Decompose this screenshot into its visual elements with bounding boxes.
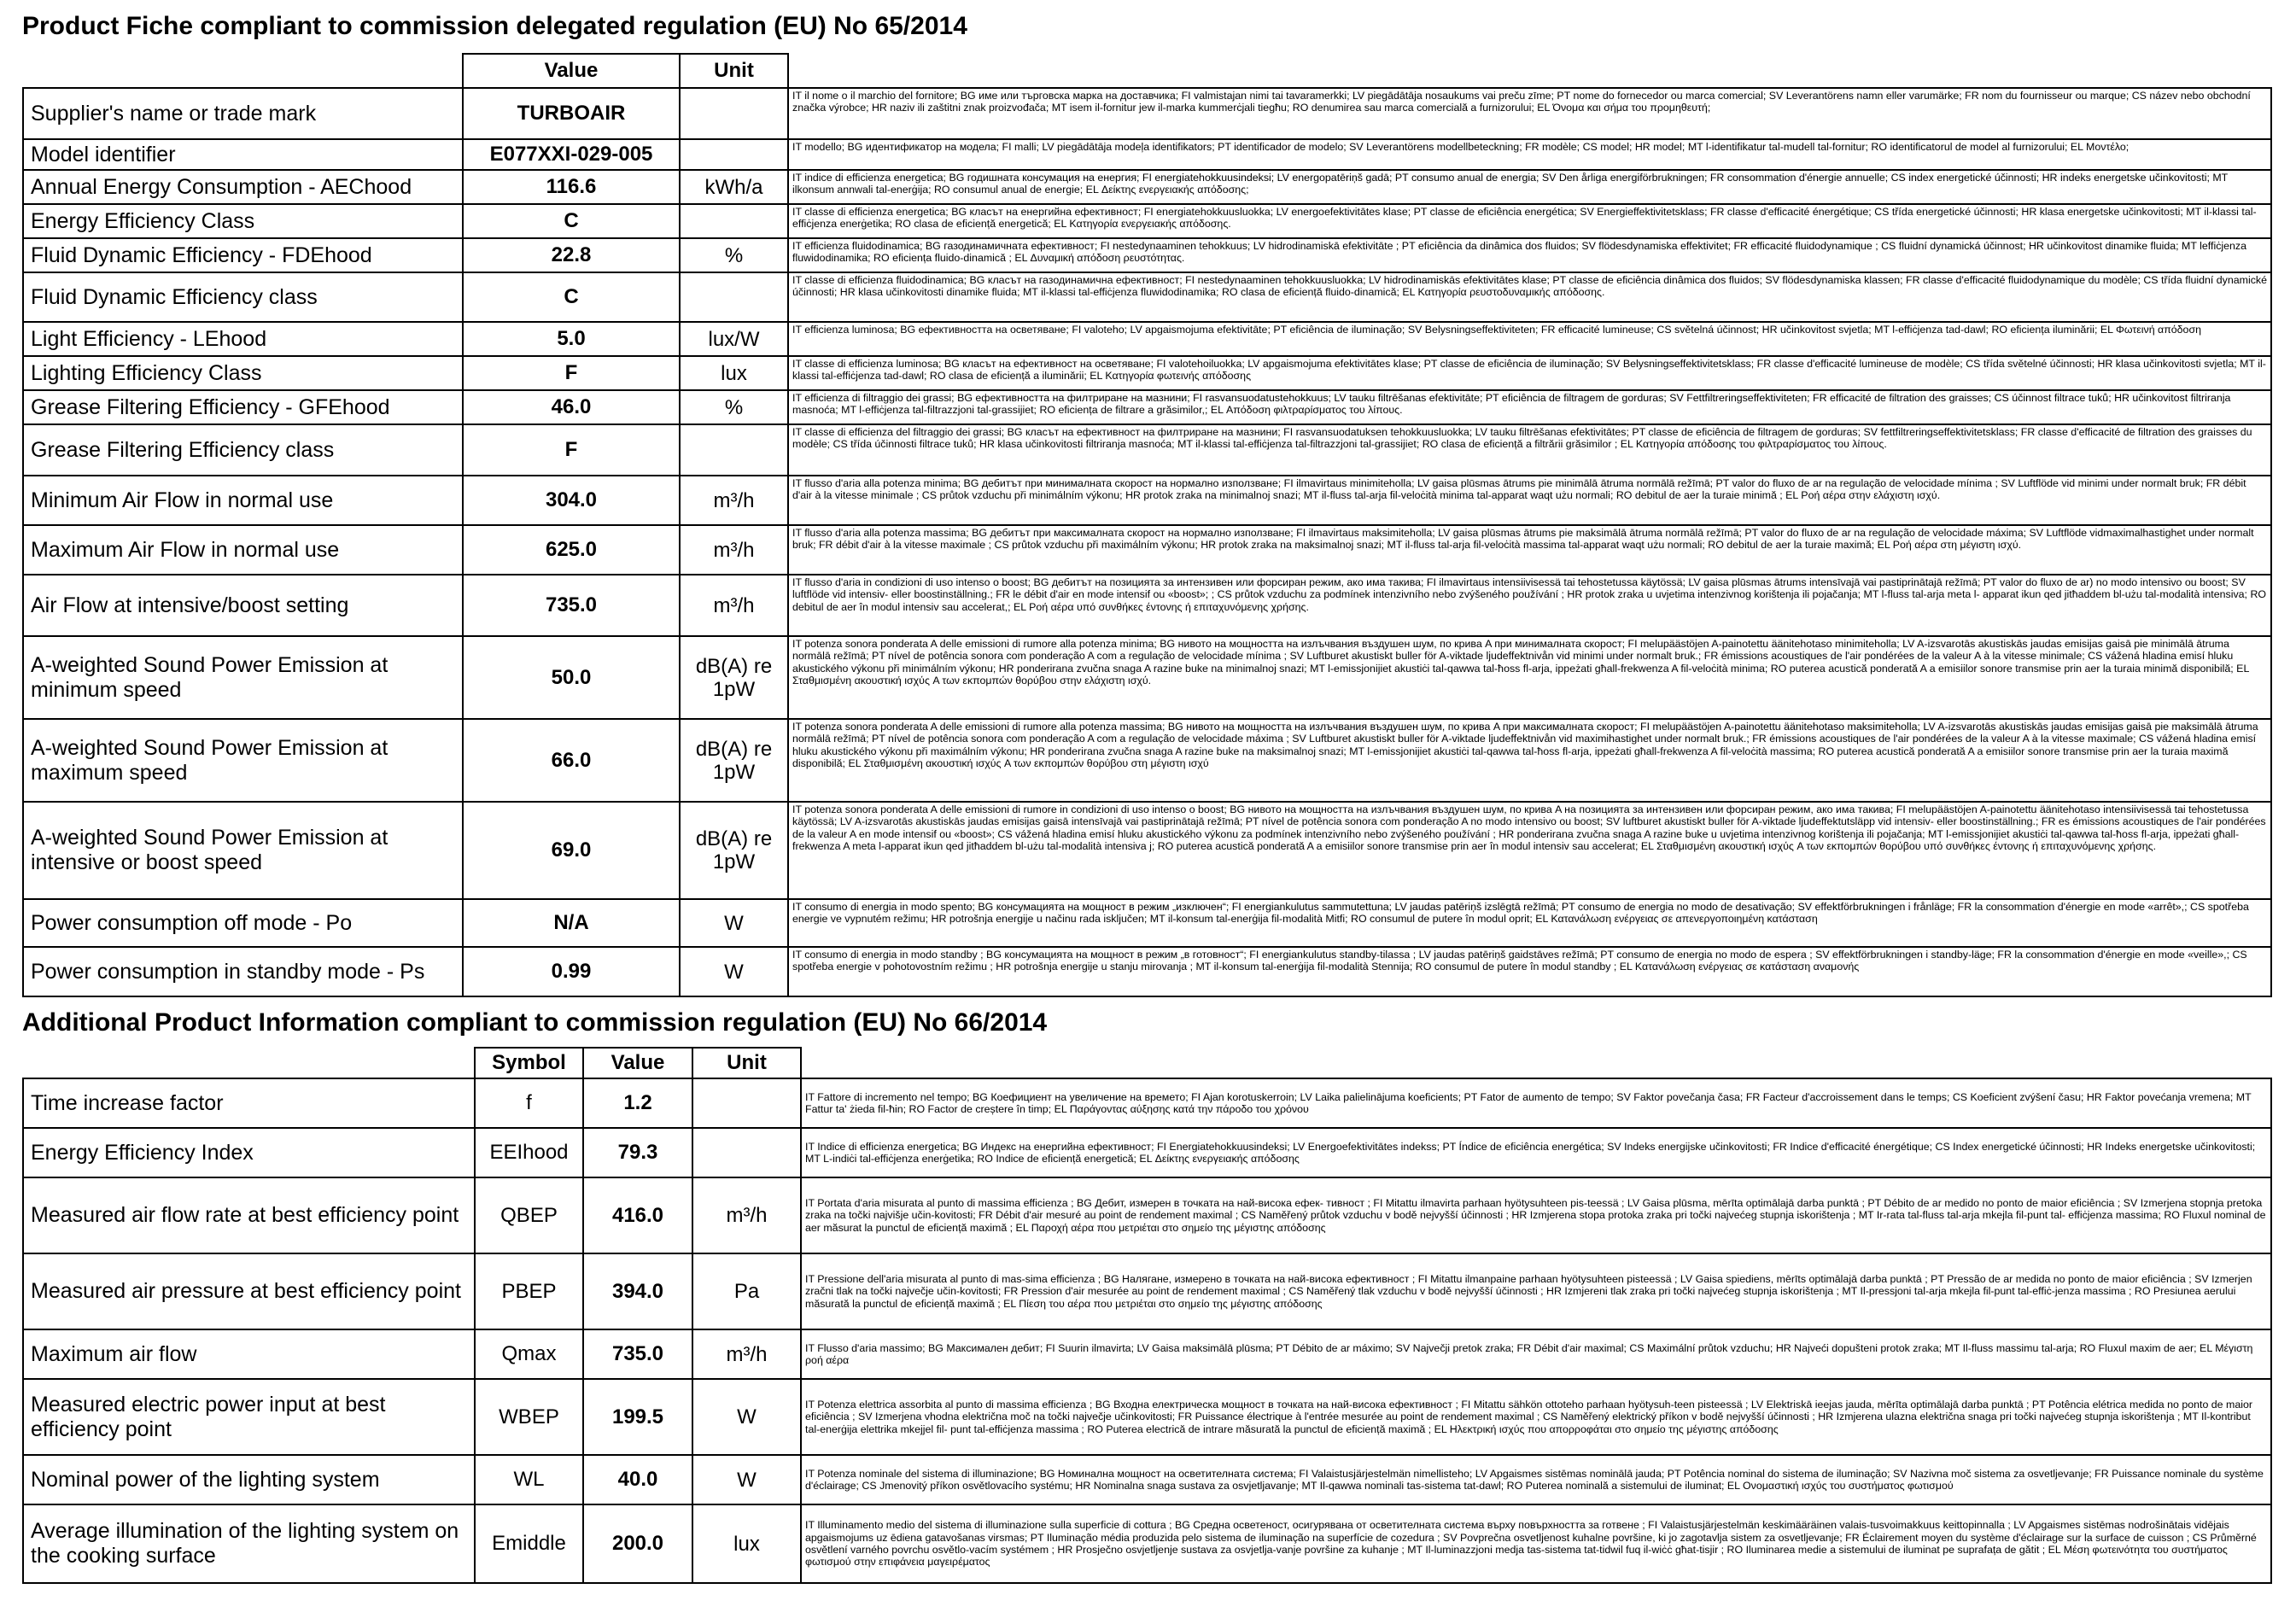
parameter-unit: m³/h [680,476,788,525]
parameter-value: N/A [463,899,680,947]
parameter-value: 735.0 [463,575,680,636]
parameter-unit [680,139,788,170]
parameter-unit [692,1128,801,1177]
parameter-symbol: WBEP [475,1379,583,1455]
parameter-unit [680,424,788,476]
parameter-name: Measured air flow rate at best efficiency point [23,1177,475,1253]
parameter-value: 69.0 [463,802,680,899]
fiche-row [23,802,2271,899]
fiche-row [23,139,2271,170]
parameter-name: Grease Filtering Efficiency class [23,424,463,476]
parameter-name: Nominal power of the lighting system [23,1455,475,1504]
parameter-unit: dB(A) re 1pW [680,636,788,719]
parameter-name: Annual Energy Consumption - AEChood [23,170,463,204]
parameter-value: 40.0 [583,1455,692,1504]
parameter-name: Fluid Dynamic Efficiency class [23,272,463,322]
parameter-name: Energy Efficiency Class [23,204,463,238]
parameter-value: 416.0 [583,1177,692,1253]
parameter-value: 22.8 [463,238,680,272]
parameter-unit: W [680,947,788,996]
parameter-name: Measured electric power input at best efficiency point [23,1379,475,1455]
symbol-column-header: Symbol [475,1048,583,1078]
translations-text: IT il nome o il marchio del fornitore; BG име или търговска марка на доставчика; FI valmistajan nimi tai tavaramerkki; LV piegādātāja nosaukums vai preču zīme; PT nome do fornecedor ou marca comercial; SV Leverantörens namn eller varumärke; FR nom du fournisseur ou marque; CS název nebo obchodní značka výrobce; HR naziv ili zaštitni znak proizvođača; MT isem il-fornitur jew il-marka kummerċjali tiegħu; RO denumirea sau marca comercială a furnizorului; EL Όνομα και σήμα του προμηθευτή; [788,88,2271,139]
parameter-name: Lighting Efficiency Class [23,356,463,390]
fiche-row [23,947,2271,996]
additional-row [23,1455,2271,1504]
parameter-unit: m³/h [680,525,788,575]
parameter-symbol: Emiddle [475,1504,583,1583]
parameter-unit: lux/W [680,322,788,356]
parameter-unit: dB(A) re 1pW [680,802,788,899]
additional-row [23,1128,2271,1177]
parameter-value: 0.99 [463,947,680,996]
parameter-unit: W [680,899,788,947]
parameter-symbol: QBEP [475,1177,583,1253]
translations-text: IT potenza sonora ponderata A delle emissioni di rumore in condizioni di uso intenso o boost; BG нивото на мощността на излъчвания въздушен шум, по крива A на позицията за интензивен или форсиран режим, ако има такива; FI melupäästöjen A-painotettu äänitehotaso intensiivisessä tai tehostetussa käytössä; LV A-izsvarotās akustiskās jaudas emisijas gaisā intensīvajā vai pastiprinātajā režīmā; PT nível de potência sonora com ponderação A no modo intensivo ou boost; SV luftburet akustiskt buller för A-viktade ljudeffektutsläpp vid intensiv- eller boostinställning.; FR es émissions acoustiques de l'air pondérées de la valeur A en mode intensif ou «boost»; CS vážená hladina emisí hluku akustického výkonu za podmínek intenzivního nebo zvýšeného používání ; HR ponderirana zvučna snaga A razine buke u uvjetima intenzivnog korištenja ili pojačanja; MT l-emissjonijiet akustiċi tal-qawwa tal-ħoss fl-arja, ippeżati għall-frekwenza A meta l-apparat ikun qed jitħaddem bl-użu tal-modalità intensiva j; RO puterea acustică ponderată A a emisiilor sonore transmise prin aer în modul intensiv sau accelerat; EL Σταθμισμένη ακουστική ισχύς A των εκπομπών θορύβου υπό συνθήκες έντονης ή επιταχυνόμενης χρήσης. [788,802,2271,899]
parameter-name: Power consumption off mode - Po [23,899,463,947]
parameter-value: F [463,356,680,390]
parameter-name: Average illumination of the lighting system on the cooking surface [23,1504,475,1583]
parameter-name: Maximum Air Flow in normal use [23,525,463,575]
header-blank [788,54,2271,88]
parameter-name: Grease Filtering Efficiency - GFEhood [23,390,463,424]
parameter-symbol: EEIhood [475,1128,583,1177]
parameter-unit: kWh/a [680,170,788,204]
additional-info-table [22,1047,2272,1584]
translations-text: IT efficienza di filtraggio dei grassi; BG ефективността на филтриране на мазнини; FI rasvansuodatustehokkuus; LV tauku filtrēšanas efektivitāte; PT eficiência de filtragem de gorduras; SV Fettfiltreringseffektiviteten; FR efficacité de filtration des graisses; CS účinnost filtrace tuků; HR učinkovitost filtriranja masnoća; MT l-effiċjenza tal-filtrazzjoni tal-grassijiet; RO eficiența de filtrare a grăsimilor,; EL Απόδοση φιλτραρίσματος του λίπους. [788,390,2271,424]
parameter-name: Light Efficiency - LEhood [23,322,463,356]
header-blank [801,1048,2271,1078]
parameter-value: C [463,272,680,322]
product-fiche-table [22,53,2272,997]
additional-header-row [23,1048,2271,1078]
translations-text: IT potenza sonora ponderata A delle emissioni di rumore alla potenza minima; BG нивото на мощността на излъчвания въздушен шум, по крива A при минималната скорост; FI melupäästöjen A-painotettu äänitehotaso minimiteholla; LV A-izsvarotās akustiskās jaudas emisijas gaisā pie minimālā ātruma normālā režīmā; PT nível de potência sonora com ponderação A com a regulação de velocidade mínima ; SV Luftburet akustiskt buller för A-viktade ljudeffektnivån vid minimi under normalt bruk.; FR émissions acoustiques de l'air pondérées de la valeur A à la vitesse minimale; CS vážená hladina emisí hluku akustického výkonu při minimálním výkonu; HR ponderirana zvučna snaga A razine buke na minimalnoj snazi; MT l-emissjonijiet akustiċi tal-qawwa tal-ħoss fl-arja, ippeżati għall-frekwenza A fil-veloċità minima; RO puterea acustică ponderată A a emisiilor sonore transmise prin aer la turaia minimă disponibilă; EL Σταθμισμένη ακουστική ισχύς A των εκπομπών θορύβου στην ελάχιστη ισχύ. [788,636,2271,719]
additional-row [23,1177,2271,1253]
parameter-name: A-weighted Sound Power Emission at minimum speed [23,636,463,719]
parameter-unit: lux [680,356,788,390]
parameter-unit [692,1078,801,1128]
parameter-unit: Pa [692,1253,801,1329]
fiche-row [23,636,2271,719]
translations-text: IT modello; BG идентификатор на модела; FI malli; LV piegādātāja modeļa identifikators; PT identificador de modelo; SV Leverantörens modellbeteckning; FR modèle; CS model; HR model; MT l-identifikatur tal-mudell tal-fornitur; RO identificatorul de model al furnizorului; EL Μοντέλο; [788,139,2271,170]
additional-row [23,1329,2271,1379]
translations-text: IT Pressione dell'aria misurata al punto di mas-sima efficienza ; BG Налягане, измерено в точката на най-висока ефективност ; FI Mitattu ilmanpaine parhaan hyötysuhteen pisteessä ; LV Gaisa spiediens, mērīts optimālajā darba punktā ; PT Pressão de ar medida no ponto de maior eficiência ; SV Izmerjen zračni tlak na točki največje učin-kovitosti; FR Pression d'air mesurée au point de rendement maximal ; CS Naměřený tlak vzduchu v bodě nejvyšší účinnosti ; HR Izmjereni tlak zraka pri točki najvećeg stupnja iskorištenja ; MT Il-pressjoni tal-arja mkejla fil-punt tal-effiċ-jenza massima ; RO Presiunea aerului măsurată la punctul de eficiență maximă ; EL Πίεση του αέρα που μετριέται στο σημείο της μέγιστης απόδοσης [801,1253,2271,1329]
parameter-symbol: WL [475,1455,583,1504]
translations-text: IT consumo di energia in modo spento; BG консумацията на мощност в режим „изключен“; FI energiankulutus sammutettuna; LV jaudas patēriņš izslēgtā režīmā; PT consumo de energia no modo de desativação; SV effektförbrukningen i frånläge; FR la consommation d'énergie en mode «arrêt»,; CS spotřeba energie ve vypnutém režimu; HR potrošnja energije u načinu rada isključen; MT il-konsum tal-enerġija fil-modalità Mitfi; RO consumul de putere în modul oprit; EL Κατανάλωση ενέργειας σε απενεργοποιημένη κατάσταση [788,899,2271,947]
header-blank [23,54,463,88]
parameter-name: Fluid Dynamic Efficiency - FDEhood [23,238,463,272]
fiche-row [23,719,2271,802]
parameter-unit [680,88,788,139]
unit-column-header: Unit [692,1048,801,1078]
additional-row [23,1253,2271,1329]
parameter-value: 200.0 [583,1504,692,1583]
translations-text: IT Potenza elettrica assorbita al punto di massima efficienza ; BG Входна електрическа мощност в точката на най-висока ефективност ; FI Mitattu sähkön ottoteho parhaan hyötysuh-teen pisteessä ; LV Elektriskā ieejas jauda, mērīta optimālajā darba punktā ; PT Potência elétrica medida no ponto de maior eficiência ; SV Izmerjena vhodna električna moč na točki največje učinkovitosti; FR Puissance électrique à l'entrée mesurée au point de rendement maximal ; CS Naměřený elektrický příkon v bodě nejvyšší účinnosti ; HR Izmjerena ulazna električna snaga pri točki najvećeg stupnja iskorištenja ; MT Il-kontribut tal-enerġija elettrika mkejjel fil- punt tal-effiċjenza massima ; RO Puterea electrică de intrare măsurată la punctul de eficiență maximă ; EL Ηλεκτρική ισχύς που απορροφάται στο σημείο της μέγιστης απόδοσης [801,1379,2271,1455]
fiche-row [23,322,2271,356]
parameter-unit: W [692,1379,801,1455]
parameter-value: 735.0 [583,1329,692,1379]
parameter-name: Model identifier [23,139,463,170]
parameter-unit: W [692,1455,801,1504]
parameter-value: 625.0 [463,525,680,575]
fiche-row [23,272,2271,322]
additional-info-title: Additional Product Information compliant to commission regulation (EU) No 66/2014 [22,1008,1048,1037]
parameter-name: Power consumption in standby mode - Ps [23,947,463,996]
parameter-symbol: f [475,1078,583,1128]
parameter-value: 5.0 [463,322,680,356]
translations-text: IT consumo di energia in modo standby ; BG консумацията на мощност в режим „в готовност“; FI energiankulutus standby-tilassa ; LV jaudas patēriņš gaidstāves režīmā; PT consumo de energia no modo de espera ; SV effektförbrukningen i standby-läge; FR la consommation d'énergie en mode «veille»,; CS spotřeba energie v pohotovostním režimu ; HR potrošnja energije u stanju mirovanja ; MT il-konsum tal-enerġija fil-modalità Stennija; RO consumul de putere în modul standby ; EL Κατανάλωση ενέργειας σε κατάσταση αναμονής [788,947,2271,996]
translations-text: IT Flusso d'aria massimo; BG Максимален дебит; FI Suurin ilmavirta; LV Gaisa maksimālā plūsma; PT Débito de ar máximo; SV Največji pretok zraka; FR Débit d'air maximal; CS Maximální průtok vzduchu; HR Najveći dopušteni protok zraka; MT Il-fluss massimu tal-arja; RO Fluxul maxim de aer; EL Μέγιστη ροή αέρα [801,1329,2271,1379]
translations-text: IT classe di efficienza fluidodinamica; BG класът на газодинамична ефективност; FI nestedynaaminen tehokkuusluokka; LV hidrodinamiskās efektivitātes klase; PT classe de eficiência dinâmica dos fluidos; SV flödesdynamiska klassen; FR classe d'efficacité fluidodynamique du modèle; CS třída fluidní dynamické účinnosti; HR klasa učinkovitosti dinamike fluida; MT il-klassi tal-effiċjenza fluwidodinamika; RO clasa de eficiență fluido-dinamică; EL Κατηγορία ρευστοδυναμικής απόδοσης. [788,272,2271,322]
translations-text: IT Indice di efficienza energetica; BG Индекс на енергийна ефективност; FI Energiatehokkuusindeksi; LV Energoefektivitātes indekss; PT Índice de eficiência energética; SV Indeks energijske učinkovitosti; FR Indice d'efficacité énergétique; CS Index energetické účinnosti; HR Indeks energetske učinkovitosti; MT L-indiċi tal-effiċjenza enerġetika; RO Indice de eficiență energetică; EL Δείκτης ενεργειακής απόδοσης [801,1128,2271,1177]
parameter-unit: lux [692,1504,801,1583]
translations-text: IT Potenza nominale del sistema di illuminazione; BG Номинална мощност на осветителната система; FI Valaistusjärjestelmän nimellisteho; LV Apgaismes sistēmas nominālā jauda; PT Potência nominal do sistema de iluminação; SV Nazivna moč sistema za osvetljevanje; FR Puissance nominale du système d'éclairage; CS Jmenovitý příkon osvětlovacího systému; HR Nominalna snaga sustava za osvjetljavanje; MT Il-qawwa nominali tas-sistema tat-dawl; RO Puterea nominală a sistemului de iluminat; EL Ονομαστική ισχύς του συστήματος φωτισμού [801,1455,2271,1504]
fiche-title: Product Fiche compliant to commission delegated regulation (EU) No 65/2014 [22,12,967,40]
parameter-unit: dB(A) re 1pW [680,719,788,802]
parameter-name: Air Flow at intensive/boost setting [23,575,463,636]
parameter-name: Measured air pressure at best efficiency point [23,1253,475,1329]
fiche-row [23,356,2271,390]
fiche-row [23,525,2271,575]
translations-text: IT flusso d'aria alla potenza minima; BG дебитът при минималната скорост на нормално използване; FI ilmavirtaus minimiteholla; LV gaisa plūsmas ātrums pie minimālā ātruma normālā režīmā; PT valor do fluxo de ar na regulação de velocidade mínima ; SV Luftflöde vid minimi under normalt bruk; FR débit d'air à la vitesse minimale ; CS průtok vzduchu při minimálním výkonu; HR protok zraka na minimalnoj snazi; MT il-fluss tal-arja fil-veloċità minima tal-apparat waqt użu normali; RO debitul de aer la turaie minimă ; EL Ροή αέρα στην ελάχιστη ισχύ. [788,476,2271,525]
translations-text: IT classe di efficienza luminosa; BG класът на ефективност на осветяване; FI valotehoiluokka; LV apgaismojuma efektivitātes klase; PT classe de eficiência de iluminação; SV Belysningseffektivitetsklass; FR classe d'efficacité lumineuse de modèle; CS třída světelné účinnosti; HR klasa učinkovitosti svjetla; MT il-klassi tal-effiċjenza tad-dawl; RO clasa de eficiență a iluminării; EL Κατηγορία φωτεινής απόδοσης [788,356,2271,390]
parameter-unit: % [680,390,788,424]
translations-text: IT Portata d'aria misurata al punto di massima efficienza ; BG Дебит, измерен в точката на най-висока ефек- тивност ; FI Mitattu ilmavirta parhaan hyötysuhteen pis-teessä ; LV Gaisa plūsma, mērīta optimālajā darba punktā ; PT Débito de ar medido no ponto de maior eficiência ; SV Izmerjena stopnja pretoka zraka na točki najvišje učin-kovitosti; FR Débit d'air mesuré au point de rendement maximal ; CS Naměřený průtok vzduchu v bodě nejvyšší účinnosti ; HR Izmjerena stopa protoka zraka pri točki najvećeg stupnja iskorištenja ; MT Ir-rata tal-fluss tal-arja mkejla fil-punt tal- effiċjenza massima; RO Fluxul nominal de aer măsurat la punctul de eficiență maximă ; EL Παροχή αέρα που μετριέται στο σημείο της μέγιστης απόδοσης [801,1177,2271,1253]
parameter-value: E077XXI-029-005 [463,139,680,170]
translations-text: IT efficienza fluidodinamica; BG газодинамичната ефективност; FI nestedynaaminen tehokkuus; LV hidrodinamiskā efektivitāte ; PT eficiência da dinâmica dos fluidos; SV flödesdynamiska effektivitet; FR efficacité fluidodynamique ; CS fluidní dynamická účinnost; HR učinkovitost dinamike fluida; MT leffiċjenza fluwidodinamika; RO eficiența fluido-dinamică ; EL Δυναμική απόδοση ρευστότητας. [788,238,2271,272]
parameter-value: 304.0 [463,476,680,525]
fiche-row [23,899,2271,947]
additional-row [23,1379,2271,1455]
translations-text: IT indice di efficienza energetica; BG годишната консумация на енергия; FI energiatehokkuusindeksi; LV energopatēriņš gadā; PT consumo anual de energia; SV Den årliga energiförbrukningen; FR consommation d'énergie annuelle; CS index energetické účinnosti; HR indeks energetske učinkovitosti; MT ilkonsum annwali tal-enerġija; RO consumul anual de energie; EL Δείκτης ενεργειακής απόδοσης; [788,170,2271,204]
fiche-row [23,204,2271,238]
value-column-header: Value [463,54,680,88]
parameter-value: 199.5 [583,1379,692,1455]
parameter-value: 116.6 [463,170,680,204]
parameter-unit: m³/h [680,575,788,636]
parameter-unit: m³/h [692,1177,801,1253]
parameter-value: C [463,204,680,238]
fiche-row [23,575,2271,636]
parameter-value: 46.0 [463,390,680,424]
fiche-header-row [23,54,2271,88]
additional-row [23,1078,2271,1128]
parameter-value: 1.2 [583,1078,692,1128]
fiche-row [23,424,2271,476]
additional-row [23,1504,2271,1583]
fiche-row [23,170,2271,204]
unit-column-header: Unit [680,54,788,88]
fiche-row [23,238,2271,272]
parameter-name: Energy Efficiency Index [23,1128,475,1177]
translations-text: IT Illuminamento medio del sistema di illuminazione sulla superficie di cottura ; BG Средна осветеност, осигурявана от осветителната система върху повърхността за готвене ; FI Valaistusjärjestelmän keskimääräinen valais-tusvoimakkuus keittopinnalla ; LV Apgaismes sistēmas nodrošinātais vidējais apgaismojums uz ēdiena gatavošanas virsmas; PT Iluminação média produzida pelo sistema de iluminação na superfície de cozedura ; SV Povprečna osvetljenost kuhalne površine, ki jo zagotavlja sistem za osvetljevanje; FR Éclairement moyen du système d'éclairage sur la surface de cuisson ; CS Průměrné osvětlení varného povrchu osvětlo-vacím systémem ; HR Prosječno osvjetljenje sustava za osvjetlja-vanje površine za kuhanje ; MT Il-luminazzjoni medja tas-sistema tat-tidwil fuq il-wiċċ għat-tisjir ; RO Iluminarea medie a sistemului de iluminat pe suprafața de gătit ; EL Μέση φωτεινότητα του συστήματος φωτισμού στην επιφάνεια μαγειρέματος [801,1504,2271,1583]
parameter-value: 79.3 [583,1128,692,1177]
translations-text: IT flusso d'aria in condizioni di uso intenso o boost; BG дебитът на позицията за интензивен или форсиран режим, ако има такива; FI ilmavirtaus intensiivisessä tai tehostetussa käytössä; LV gaisa plūsmas ātrums intensīvajā vai pastiprinātajā režīmā; PT valor do fluxo de ar) no modo intensivo ou boost; SV luftflöde vid intensiv- eller boostinställning.; FR le débit d'air en mode intensif ou «boost»; ; CS průtok vzduchu za podmínek intenzivního nebo zvýšeného používání ; HR protok zraka u uvjetima intenzivnog korištenja ili pojačanja; MT l-fluss tal-arja meta l- apparat ikun qed jitħaddem bl-użu tal-modalità intensiva; RO debitul de aer în modul intensiv sau accelerat,; EL Ροή αέρα υπό συνθήκες έντονης ή επιταχυνόμενης χρήσης. [788,575,2271,636]
parameter-name: Supplier's name or trade mark [23,88,463,139]
parameter-value: 50.0 [463,636,680,719]
translations-text: IT classe di efficienza del filtraggio dei grassi; BG класът на ефективност на филтриране на мазнини; FI rasvansuodatuksen tehokkuusluokka; LV tauku filtrēšanas efektivitātes; PT classe de eficiência de filtragem de gorduras; SV fettfiltreringseffektivitetsklass; FR classe d'efficacité de filtration des graisses du modèle; CS třída účinnosti filtrace tuků; HR klasa učinkovitosti filtriranja masnoća; MT il-klassi tal-effiċjenza tal-filtrazzjoni tal-grassijiet; RO clasa de eficiență a filtrării grăsimilor ; EL Κατηγορία απόδοσης του φιλτραρίσματος του λίπους. [788,424,2271,476]
translations-text: IT potenza sonora ponderata A delle emissioni di rumore alla potenza massima; BG нивото на мощността на излъчвания въздушен шум, по крива A при максималната скорост; FI melupäästöjen A-painotettu äänitehotaso maksimiteholla; LV A-izsvarotās akustiskās jaudas emisijas gaisā pie maksimālā ātruma normālā režīmā; PT nível de potência sonora com ponderação A com a regulação de velocidade máxima ; SV Luftburet akustiskt buller för A-viktade ljudeffektnivån vid maximihastighet under normalt bruk.; FR émissions acoustiques de l'air pondérées de la valeur A à la vitesse maximale; CS vážená hladina emisí hluku akustického výkonu při maximálním výkonu; HR ponderirana zvučna snaga A razine buke na maksimalnoj snazi; MT l-emissjonijiet akustiċi tal-qawwa tal-ħoss fl-arja, ippeżati għall-frekwenza A fil-veloċità massima; RO puterea acustică ponderată A a emisiilor sonore transmise prin aer la turaia maximă disponibilă; EL Σταθμισμένη ακουστική ισχύς A των εκπομπών θορύβου στη μέγιστη ισχύ [788,719,2271,802]
fiche-row [23,476,2271,525]
value-column-header: Value [583,1048,692,1078]
parameter-unit: m³/h [692,1329,801,1379]
parameter-name: Minimum Air Flow in normal use [23,476,463,525]
parameter-unit: % [680,238,788,272]
translations-text: IT classe di efficienza energetica; BG класът на енергийна ефективност; FI energiatehokkuusluokka; LV energoefektivitātes klase; PT classe de eficiência energética; SV Energieffektivitetsklass; FR classe d'efficacité énergétique; CS třída energetické účinnosti; HR klasa energetske učinkovitosti; MT il-klassi tal-effiċjenza enerġetika; RO clasa de eficiență energetică; EL Κατηγορία ενεργειακής απόδοσης. [788,204,2271,238]
parameter-name: Maximum air flow [23,1329,475,1379]
parameter-name: A-weighted Sound Power Emission at maximum speed [23,719,463,802]
parameter-symbol: Qmax [475,1329,583,1379]
fiche-row [23,88,2271,139]
parameter-value: F [463,424,680,476]
parameter-value: TURBOAIR [463,88,680,139]
parameter-name: Time increase factor [23,1078,475,1128]
header-blank [23,1048,475,1078]
parameter-unit [680,204,788,238]
parameter-value: 66.0 [463,719,680,802]
translations-text: IT Fattore di incremento nel tempo; BG Коефициент на увеличение на времето; FI Ajan korotuskerroin; LV Laika palielinājuma koeficients; PT Fator de aumento de tempo; SV Faktor povečanja časa; FR Facteur d'accroissement dans le temps; CS Koeficient zvýšení času; HR Faktor povećanja vremena; MT Fattur ta' żieda fil-ħin; RO Factor de creștere în timp; EL Παράγοντας αύξησης κατά την πάροδο του χρόνου [801,1078,2271,1128]
parameter-symbol: PBEP [475,1253,583,1329]
translations-text: IT flusso d'aria alla potenza massima; BG дебитът при максималната скорост на нормално използване; FI ilmavirtaus maksimiteholla; LV gaisa plūsmas ātrums pie maksimālā ātruma normālā režīmā; PT valor do fluxo de ar na regulação de velocidade máxima; SV Luftflöde vidmaximalhastighet under normalt bruk; FR débit d'air à la vitesse maximale ; CS průtok vzduchu při maximálním výkonu; HR protok zraka na maksimalnoj snazi; MT il-fluss tal-arja fil-veloċità massima tal-apparat waqt użu normali; RO debitul de aer la turaie maximă; EL Ροή αέρα στη μέγιστη ισχύ. [788,525,2271,575]
translations-text: IT efficienza luminosa; BG ефективността на осветяване; FI valoteho; LV apgaismojuma efektivitāte; PT eficiência de iluminação; SV Belysningseffektiviteten; FR efficacité lumineuse; CS světelná účinnost; HR učinkovitost svjetla; MT l-effiċjenza tad-dawl; RO eficiența iluminării; EL Φωτεινή απόδοση [788,322,2271,356]
parameter-value: 394.0 [583,1253,692,1329]
fiche-row [23,390,2271,424]
parameter-name: A-weighted Sound Power Emission at intensive or boost speed [23,802,463,899]
parameter-unit [680,272,788,322]
